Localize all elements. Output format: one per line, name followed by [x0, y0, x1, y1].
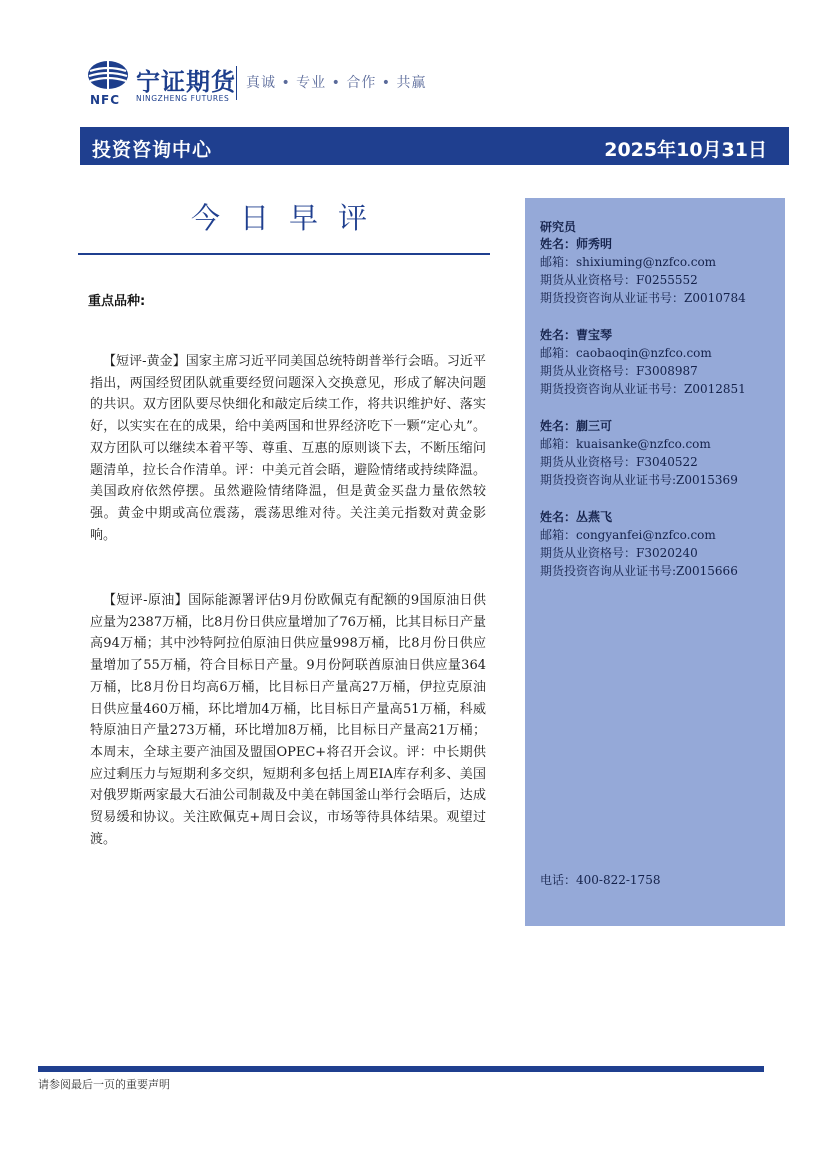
sidebar-heading: 研究员	[540, 220, 577, 234]
report-date: 2025年10月31日	[604, 139, 767, 161]
company-name: 宁证期货	[136, 68, 236, 96]
analyst-name: 姓名：师秀明	[540, 237, 613, 251]
analyst-name: 姓名：丛燕飞	[540, 510, 613, 524]
footer-disclaimer: 请参阅最后一页的重要声明	[38, 1078, 170, 1091]
analyst-name: 姓名：曹宝琴	[540, 328, 613, 342]
company-english-name: NINGZHENG FUTURES	[136, 94, 230, 103]
company-abbr: NFC	[90, 93, 121, 107]
contact-phone: 电话：400-822-1758	[540, 873, 661, 887]
analyst-consult-cert: 期货投资咨询从业证书号:Z0015369	[540, 473, 738, 487]
globe-logo-icon	[86, 60, 132, 94]
analyst-license: 期货从业资格号：F3008987	[540, 364, 698, 378]
analyst-consult-cert: 期货投资咨询从业证书号：Z0012851	[540, 382, 746, 396]
analyst-card	[540, 417, 780, 489]
analyst-card	[540, 508, 780, 580]
department-label: 投资咨询中心	[92, 139, 213, 161]
analyst-name: 姓名：蒯三可	[540, 419, 613, 433]
analyst-consult-cert: 期货投资咨询从业证书号:Z0015666	[540, 564, 738, 578]
analyst-card	[540, 326, 780, 398]
title-underline	[78, 253, 490, 255]
analyst-email[interactable]: 邮箱：shixiuming@nzfco.com	[540, 255, 717, 269]
oil-commentary: 【短评-原油】国际能源署评估9月份欧佩克有配额的9国原油日供应量为2387万桶，比8月份日供应量增加了76万桶，比其目标日产量高94万桶；其中沙特阿拉伯原油日供应量998万桶，比8月份日供应量增加了55万桶，符合目标日产量。9月份阿联酋原油日供应量364万桶，比8月份日均高6万桶，比目标日产量高27万桶，伊拉克原油日供应量460万桶，环比增加4万桶，比目标日产量高51万桶，科威特原油日产量273万桶，环比增加8万桶，比目标日产量高21万桶；本周末，全球主要产油国及盟国OPEC+将召开会议。评：中长期供应过剩压力与短期利多交织，短期利多包括上周EIA库存利多、美国对俄罗斯两家最大石油公司制裁及中美在韩国釜山举行会晤后，达成贸易缓和协议。关注欧佩克+周日会议，市场等待具体结果。观望过渡。	[90, 593, 486, 847]
analyst-email[interactable]: 邮箱：congyanfei@nzfco.com	[540, 528, 716, 542]
analyst-sidebar	[525, 198, 785, 926]
company-slogan: 真诚 • 专业 • 合作 • 共赢	[246, 75, 427, 91]
gold-commentary: 【短评-黄金】国家主席习近平同美国总统特朗普举行会晤。习近平指出，两国经贸团队就重要经贸问题深入交换意见，形成了解决问题的共识。双方团队要尽快细化和敲定后续工作，将共识维护好、落实好，以实实在在的成果，给中美两国和世界经济吃下一颗“定心丸”。双方团队可以继续本着平等、尊重、互惠的原则谈下去，不断压缩问题清单，拉长合作清单。评：中美元首会晤，避险情绪或持续降温。美国政府依然停摆。虽然避险情绪降温，但是黄金买盘力量依然较强。黄金中期或高位震荡，震荡思维对待。关注美元指数对黄金影响。	[90, 354, 486, 543]
report-title: 今日早评	[190, 201, 387, 235]
company-logo	[86, 60, 466, 106]
analyst-license: 期货从业资格号：F3040522	[540, 455, 698, 469]
footer-rule	[38, 1066, 764, 1072]
analyst-consult-cert: 期货投资咨询从业证书号：Z0010784	[540, 291, 746, 305]
analyst-email[interactable]: 邮箱：caobaoqin@nzfco.com	[540, 346, 712, 360]
analyst-email[interactable]: 邮箱：kuaisanke@nzfco.com	[540, 437, 711, 451]
analyst-license: 期货从业资格号：F3020240	[540, 546, 698, 560]
title-bar	[80, 127, 789, 165]
analyst-license: 期货从业资格号：F0255552	[540, 273, 698, 287]
logo-divider	[236, 66, 237, 100]
section-label: 重点品种:	[88, 294, 146, 309]
analyst-card	[540, 235, 780, 307]
